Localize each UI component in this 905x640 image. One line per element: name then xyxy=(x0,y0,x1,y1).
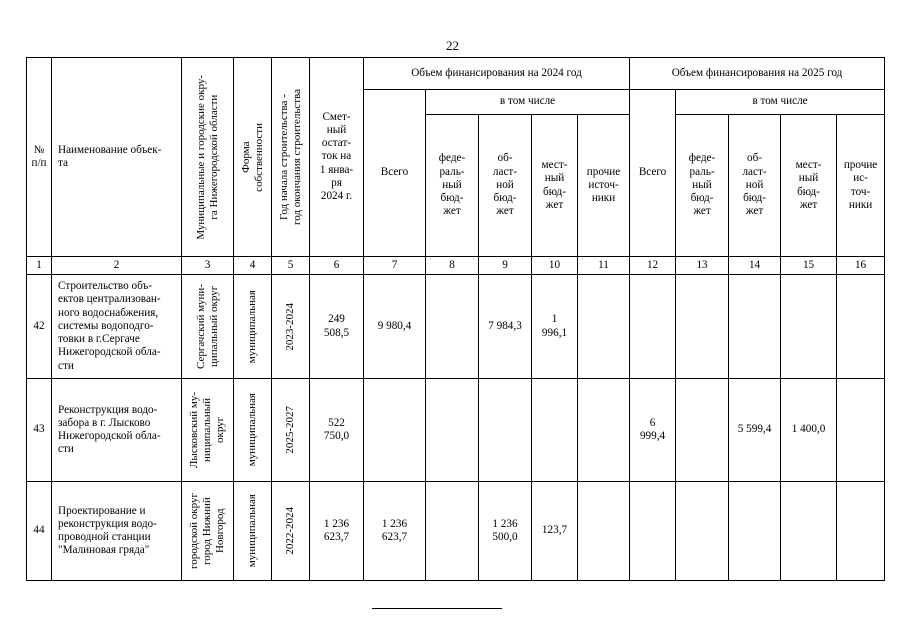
object-name: Строительство объ- ектов централизован- ного водоснабжения, системы водоподго- товки в г.Сергаче Нижегородской обла- сти xyxy=(52,275,182,379)
local-2025-cell xyxy=(781,482,837,581)
total-2025-cell xyxy=(630,482,676,581)
header-years-text: Год начала строительства - год окончания строительства xyxy=(277,89,303,225)
municipality-cell xyxy=(182,379,234,482)
regional-2025-cell: 5 599,4 xyxy=(729,379,781,482)
local-2025-cell xyxy=(781,275,837,379)
page-number: 22 xyxy=(446,38,459,53)
table-row xyxy=(27,379,885,482)
header-municipality-text: Муниципальные и городские окру- га Нижегородской области xyxy=(194,74,220,240)
column-number: 6 xyxy=(310,257,364,275)
column-number: 15 xyxy=(781,257,837,275)
header-years xyxy=(272,58,310,257)
header-ownership-text: Форма собственности xyxy=(239,122,265,192)
total-2024-cell xyxy=(364,379,426,482)
other-2025-cell xyxy=(837,275,885,379)
years-cell xyxy=(272,275,310,379)
local-2024-cell: 1 996,1 xyxy=(532,275,578,379)
total-2025-cell xyxy=(630,275,676,379)
column-number: 8 xyxy=(426,257,479,275)
ownership-text: муниципальная xyxy=(246,494,259,568)
regional-2025-cell xyxy=(729,482,781,581)
column-number: 11 xyxy=(578,257,630,275)
column-number: 4 xyxy=(234,257,272,275)
header-federal-2024: феде- раль- ный бюд- жет xyxy=(426,115,479,257)
local-2024-cell: 123,7 xyxy=(532,482,578,581)
years-text: 2023-2024 xyxy=(284,302,297,351)
municipality-text: Лысковский му- ниципальный округ xyxy=(188,391,226,469)
ownership-cell xyxy=(234,275,272,379)
other-2025-cell xyxy=(837,482,885,581)
total-2025-cell: 6 999,4 xyxy=(630,379,676,482)
years-cell xyxy=(272,379,310,482)
column-number-row xyxy=(27,257,885,275)
estimate-cell: 522 750,0 xyxy=(310,379,364,482)
header-funding-2024: Объем финансирования на 2024 год xyxy=(364,58,630,90)
ownership-text: муниципальная xyxy=(246,393,259,467)
federal-2024-cell xyxy=(426,482,479,581)
estimate-cell: 1 236 623,7 xyxy=(310,482,364,581)
estimate-cell: 249 508,5 xyxy=(310,275,364,379)
municipality-cell xyxy=(182,275,234,379)
regional-2024-cell: 7 984,3 xyxy=(479,275,532,379)
column-number: 16 xyxy=(837,257,885,275)
federal-2025-cell xyxy=(676,275,729,379)
local-2024-cell xyxy=(532,379,578,482)
ownership-cell xyxy=(234,379,272,482)
header-total-2024: Всего xyxy=(364,90,426,257)
column-number: 14 xyxy=(729,257,781,275)
header-funding-2025: Объем финансирования на 2025 год xyxy=(630,58,885,90)
header-total-2025: Всего xyxy=(630,90,676,257)
ownership-cell xyxy=(234,482,272,581)
regional-2024-cell: 1 236 500,0 xyxy=(479,482,532,581)
header-ownership xyxy=(234,58,272,257)
object-name: Проектирование и реконструкция водо- проводной станции "Малиновая гряда" xyxy=(52,482,182,581)
column-number: 1 xyxy=(27,257,52,275)
header-federal-2025: феде- раль- ный бюд- жет xyxy=(676,115,729,257)
financing-table xyxy=(26,57,885,581)
local-2025-cell: 1 400,0 xyxy=(781,379,837,482)
table-row xyxy=(27,275,885,379)
header-regional-2024: об- ласт- ной бюд- жет xyxy=(479,115,532,257)
footnote-divider xyxy=(372,608,502,609)
years-cell xyxy=(272,482,310,581)
total-2024-cell: 9 980,4 xyxy=(364,275,426,379)
years-text: 2025-2027 xyxy=(284,406,297,454)
column-number: 3 xyxy=(182,257,234,275)
municipality-text: городской округ город Нижний Новгород xyxy=(188,492,226,570)
regional-2024-cell xyxy=(479,379,532,482)
regional-2025-cell xyxy=(729,275,781,379)
column-number: 9 xyxy=(479,257,532,275)
header-including-2024: в том числе xyxy=(426,90,630,115)
header-municipality xyxy=(182,58,234,257)
other-2024-cell xyxy=(578,379,630,482)
federal-2024-cell xyxy=(426,379,479,482)
object-name: Реконструкция водо- забора в г. Лысково Нижегородской обла- сти xyxy=(52,379,182,482)
header-local-2025: мест- ный бюд- жет xyxy=(781,115,837,257)
header-estimate: Смет- ный остат- ток на 1 янва- ря 2024 г. xyxy=(310,58,364,257)
header-name: Наименование объек- та xyxy=(52,58,182,257)
column-number: 10 xyxy=(532,257,578,275)
header-row-funding xyxy=(27,58,885,90)
municipality-text: Сергачский муни- ципальный округ xyxy=(194,284,220,369)
years-text: 2022-2024 xyxy=(284,507,297,555)
row-num: 44 xyxy=(27,482,52,581)
federal-2025-cell xyxy=(676,379,729,482)
ownership-text: муниципальная xyxy=(246,289,259,364)
header-local-2024: мест- ный бюд- жет xyxy=(532,115,578,257)
header-other-2024: прочие источ- ники xyxy=(578,115,630,257)
total-2024-cell: 1 236 623,7 xyxy=(364,482,426,581)
row-num: 42 xyxy=(27,275,52,379)
other-2025-cell xyxy=(837,379,885,482)
column-number: 7 xyxy=(364,257,426,275)
header-including-2025: в том числе xyxy=(676,90,885,115)
column-number: 12 xyxy=(630,257,676,275)
column-number: 13 xyxy=(676,257,729,275)
header-regional-2025: об- ласт- ной бюд- жет xyxy=(729,115,781,257)
federal-2024-cell xyxy=(426,275,479,379)
column-number: 5 xyxy=(272,257,310,275)
municipality-cell xyxy=(182,482,234,581)
row-num: 43 xyxy=(27,379,52,482)
table-row xyxy=(27,482,885,581)
column-number: 2 xyxy=(52,257,182,275)
other-2024-cell xyxy=(578,275,630,379)
header-num: № п/п xyxy=(27,58,52,257)
other-2024-cell xyxy=(578,482,630,581)
federal-2025-cell xyxy=(676,482,729,581)
header-other-2025: прочие ис- точ- ники xyxy=(837,115,885,257)
